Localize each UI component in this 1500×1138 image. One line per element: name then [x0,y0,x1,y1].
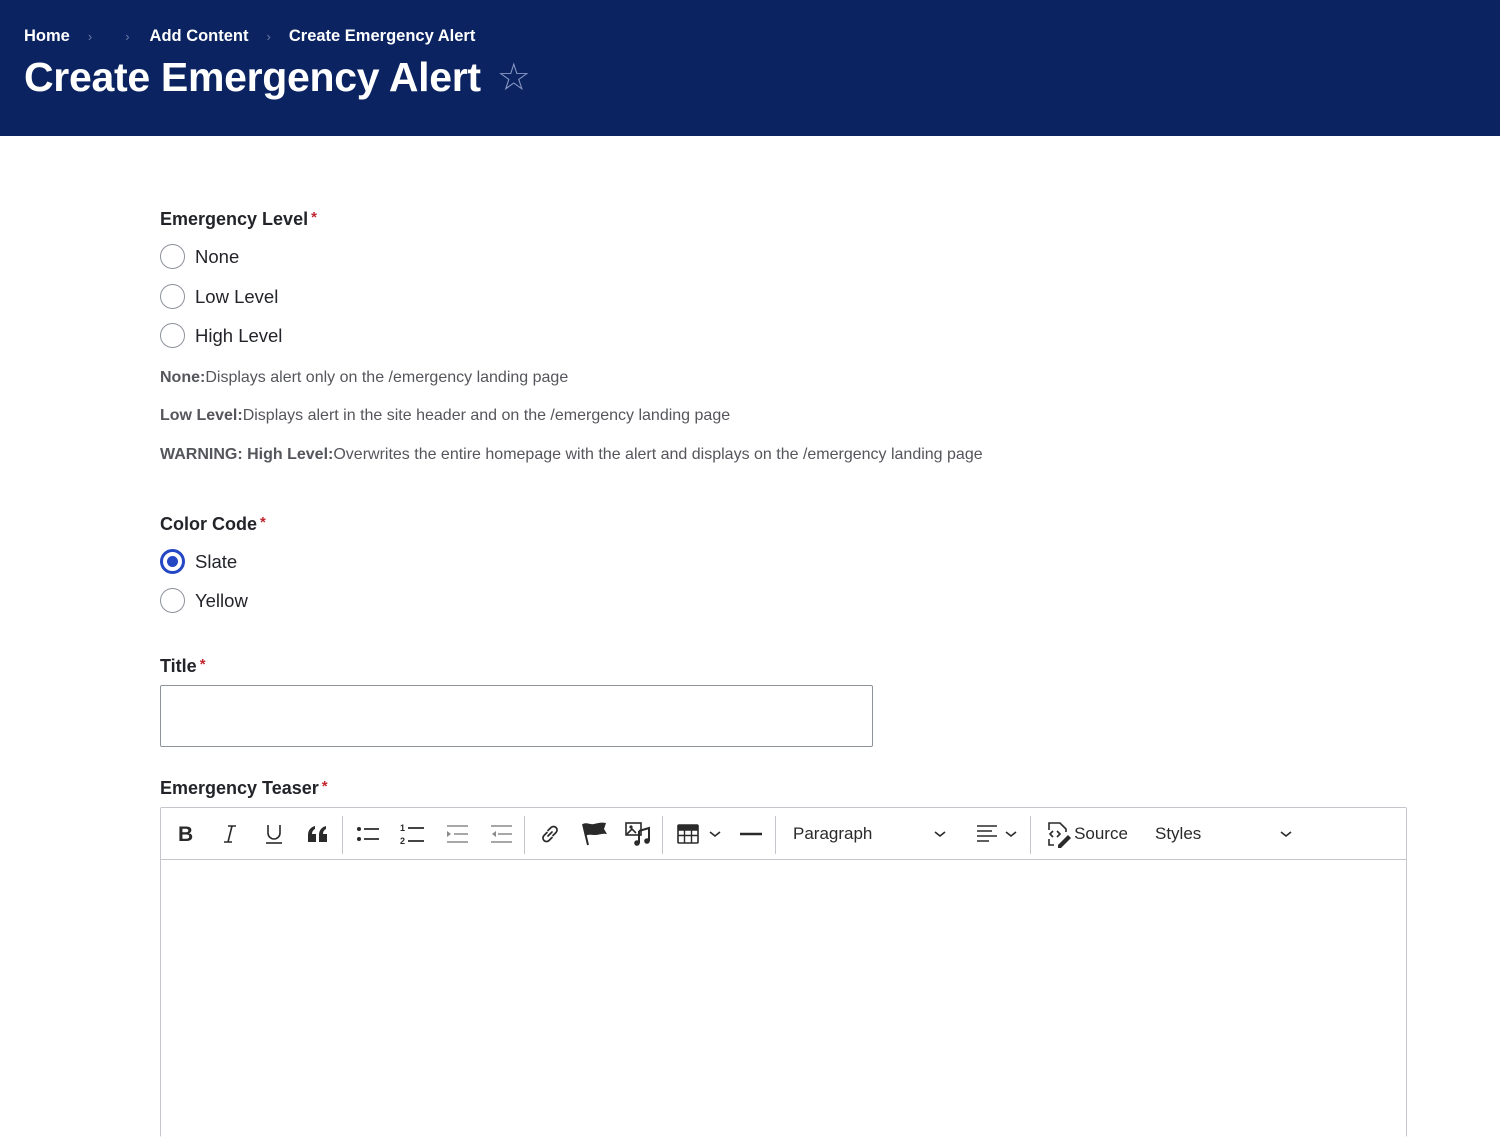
breadcrumb-separator: › [266,29,271,44]
source-icon [1044,820,1072,848]
teaser-label-text: Emergency Teaser [160,778,319,798]
source-button[interactable] [1041,808,1131,860]
toolbar-separator [662,816,663,854]
required-marker: * [321,778,328,795]
media-button[interactable] [622,808,654,860]
title-label-text: Title [160,656,197,676]
chevron-down-icon [1004,829,1018,839]
radio-color-yellow[interactable] [160,588,248,613]
title-input[interactable] [160,685,873,747]
description-low [160,407,730,425]
description-none [160,369,568,387]
breadcrumb-home[interactable]: Home [24,27,70,45]
teaser-editor-body[interactable] [161,860,1406,1138]
toolbar-separator [1030,816,1031,854]
svg-text:B: B [178,824,194,844]
breadcrumb [24,27,475,46]
link-button[interactable] [534,808,566,860]
radio-color-slate[interactable] [160,549,237,574]
indent-icon [445,824,469,844]
required-marker: * [199,656,206,673]
page-title [24,54,531,101]
rich-text-editor [160,807,1407,1137]
star-icon[interactable]: ☆ [496,56,531,99]
breadcrumb-current: Create Emergency Alert [288,27,476,45]
numbered-list-icon [399,822,425,846]
radio-button[interactable] [160,284,185,309]
bulleted-list-icon [356,824,380,844]
alignment-dropdown[interactable] [969,808,1025,860]
bulleted-list-button[interactable] [352,808,384,860]
horizontal-line-button[interactable] [735,808,767,860]
radio-emergency-low[interactable] [160,284,278,309]
blockquote-button[interactable] [303,808,333,860]
outdent-icon [489,824,513,844]
outdent-button[interactable] [485,808,517,860]
emergency-level-label-text: Emergency Level [160,209,309,229]
svg-text:2: 2 [400,836,406,846]
description-high [160,446,983,464]
breadcrumb-separator: › [87,29,93,44]
source-label: Source [1074,824,1128,843]
radio-label: Slate [195,550,238,572]
breadcrumb-add-content[interactable]: Add Content [149,27,249,45]
anchor-button[interactable] [578,808,610,860]
underline-button[interactable] [259,808,289,860]
bold-button[interactable] [171,808,201,860]
chevron-down-icon [1279,829,1293,839]
heading-dropdown-value: Paragraph [793,824,873,843]
editor-toolbar [161,808,1406,860]
description-text: Displays alert only on the /emergency landing page [205,369,569,386]
description-term: Low Level: [160,407,243,424]
link-icon [539,823,561,845]
description-text: Overwrites the entire homepage with the alert and displays on the /emergency landing page [333,446,983,463]
numbered-list-button[interactable] [396,808,428,860]
description-text: Displays alert in the site header and on the /emergency landing page [242,407,731,424]
emergency-level-label [160,209,317,230]
description-term: WARNING: High Level: [160,446,334,463]
color-code-label-text: Color Code [160,514,257,534]
align-left-icon [976,824,998,844]
styles-dropdown[interactable] [1145,808,1301,860]
blockquote-icon [307,825,329,843]
page-header [0,0,1500,136]
radio-button-checked[interactable] [160,549,185,574]
radio-label: Low Level [195,285,279,307]
radio-emergency-high[interactable] [160,323,282,348]
heading-dropdown[interactable] [783,808,955,860]
description-term: None: [160,369,206,386]
radio-label: None [195,245,240,267]
table-icon [676,823,700,845]
toolbar-separator [775,816,776,854]
required-marker: * [311,209,317,226]
breadcrumb-separator: › [125,29,130,44]
italic-button[interactable] [215,808,245,860]
required-marker: * [260,514,266,531]
horizontal-line-icon [739,831,763,837]
page-title-text: Create Emergency Alert [24,54,481,100]
chevron-down-icon [933,829,947,839]
media-icon [624,821,652,847]
underline-icon [264,823,284,845]
toolbar-separator [524,816,525,854]
table-button[interactable] [673,808,725,860]
radio-label: Yellow [195,589,248,611]
styles-dropdown-value: Styles [1155,824,1202,843]
flag-icon [580,821,608,847]
radio-label: High Level [195,324,283,346]
toolbar-separator [342,816,343,854]
bold-icon [177,824,195,844]
radio-button[interactable] [160,323,185,348]
italic-icon [222,824,238,844]
radio-emergency-none[interactable] [160,244,239,269]
color-code-label [160,514,266,535]
chevron-down-icon [708,829,722,839]
title-label [160,656,206,677]
radio-button[interactable] [160,244,185,269]
indent-button[interactable] [441,808,473,860]
teaser-label [160,778,328,799]
svg-text:1: 1 [400,823,406,833]
radio-button[interactable] [160,588,185,613]
